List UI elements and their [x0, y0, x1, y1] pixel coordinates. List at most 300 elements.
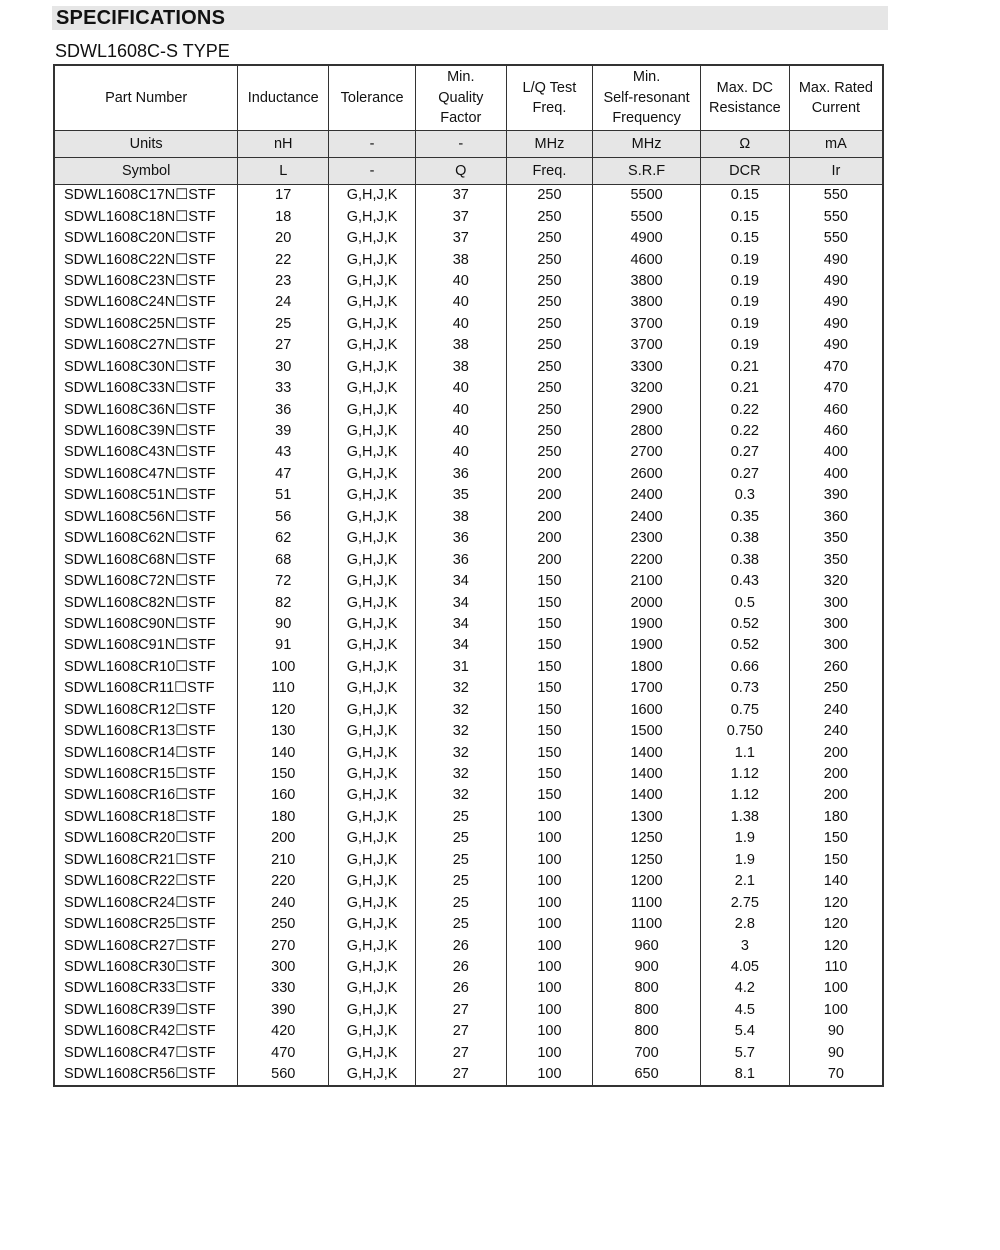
column-header-line: Min. [447, 69, 475, 86]
table-row [54, 935, 883, 956]
symbol-cell: DCR [700, 158, 789, 185]
column-header [506, 65, 593, 131]
part-number-cell: SDWL1608C56N☐STF [54, 507, 238, 528]
table-cell: 200 [789, 742, 883, 763]
table-row [54, 914, 883, 935]
table-cell: 130 [238, 721, 329, 742]
table-cell: 27 [415, 1043, 506, 1064]
table-row [54, 1064, 883, 1086]
table-cell: 150 [506, 614, 593, 635]
table-row [54, 764, 883, 785]
table-cell: 1.9 [700, 850, 789, 871]
table-cell: 250 [506, 357, 593, 378]
part-number-cell: SDWL1608C22N☐STF [54, 249, 238, 270]
table-cell: 0.19 [700, 292, 789, 313]
part-number-cell: SDWL1608CR22☐STF [54, 871, 238, 892]
table-cell: 250 [506, 421, 593, 442]
table-row [54, 228, 883, 249]
table-cell: 490 [789, 335, 883, 356]
table-cell: G,H,J,K [329, 421, 416, 442]
table-cell: 490 [789, 249, 883, 270]
table-cell: 0.19 [700, 271, 789, 292]
part-number-cell: SDWL1608CR47☐STF [54, 1043, 238, 1064]
table-cell: 1250 [593, 828, 701, 849]
table-cell: 490 [789, 271, 883, 292]
table-cell: G,H,J,K [329, 850, 416, 871]
table-cell: 470 [238, 1043, 329, 1064]
table-cell: 100 [506, 1000, 593, 1021]
table-row [54, 292, 883, 313]
table-cell: 120 [789, 914, 883, 935]
table-cell: 34 [415, 592, 506, 613]
table-cell: 2.1 [700, 871, 789, 892]
table-cell: 25 [238, 314, 329, 335]
table-cell: 90 [789, 1021, 883, 1042]
table-cell: 70 [789, 1064, 883, 1086]
symbol-cell: L [238, 158, 329, 185]
table-row [54, 421, 883, 442]
table-cell: 150 [506, 635, 593, 656]
table-cell: 8.1 [700, 1064, 789, 1086]
table-cell: 3700 [593, 335, 701, 356]
table-cell: 100 [506, 957, 593, 978]
table-row [54, 1021, 883, 1042]
table-cell: 2900 [593, 399, 701, 420]
table-cell: 200 [789, 764, 883, 785]
table-cell: 0.27 [700, 442, 789, 463]
part-number-cell: SDWL1608C27N☐STF [54, 335, 238, 356]
table-cell: 43 [238, 442, 329, 463]
table-cell: 90 [789, 1043, 883, 1064]
table-cell: G,H,J,K [329, 185, 416, 207]
part-number-cell: SDWL1608C82N☐STF [54, 592, 238, 613]
table-cell: 100 [506, 1064, 593, 1086]
table-cell: G,H,J,K [329, 935, 416, 956]
part-number-cell: SDWL1608CR15☐STF [54, 764, 238, 785]
table-cell: 40 [415, 271, 506, 292]
table-cell: 32 [415, 700, 506, 721]
table-cell: 260 [789, 657, 883, 678]
table-row [54, 657, 883, 678]
table-cell: 250 [506, 185, 593, 207]
table-cell: 100 [789, 978, 883, 999]
part-number-cell: SDWL1608C51N☐STF [54, 485, 238, 506]
table-cell: 0.43 [700, 571, 789, 592]
part-number-cell: SDWL1608CR20☐STF [54, 828, 238, 849]
part-number-cell: SDWL1608CR16☐STF [54, 785, 238, 806]
table-cell: 0.15 [700, 185, 789, 207]
part-number-cell: SDWL1608C91N☐STF [54, 635, 238, 656]
table-cell: 2200 [593, 549, 701, 570]
page-subtitle: SDWL1608C-S TYPE [55, 41, 230, 61]
table-cell: 0.73 [700, 678, 789, 699]
table-cell: 34 [415, 614, 506, 635]
part-number-cell: SDWL1608C18N☐STF [54, 206, 238, 227]
table-row [54, 249, 883, 270]
table-cell: G,H,J,K [329, 828, 416, 849]
table-cell: 3700 [593, 314, 701, 335]
table-cell: 150 [238, 764, 329, 785]
table-cell: 550 [789, 206, 883, 227]
table-cell: 26 [415, 978, 506, 999]
table-cell: 1900 [593, 635, 701, 656]
table-cell: G,H,J,K [329, 700, 416, 721]
unit-cell: mA [789, 131, 883, 158]
table-cell: 0.22 [700, 399, 789, 420]
table-cell: G,H,J,K [329, 785, 416, 806]
symbol-cell: - [329, 158, 416, 185]
table-cell: 490 [789, 314, 883, 335]
table-cell: 22 [238, 249, 329, 270]
table-cell: G,H,J,K [329, 614, 416, 635]
column-header-line: Resistance [708, 100, 781, 116]
part-number-cell: SDWL1608C33N☐STF [54, 378, 238, 399]
specifications-table [53, 64, 884, 1087]
table-cell: 25 [415, 914, 506, 935]
part-number-cell: SDWL1608C90N☐STF [54, 614, 238, 635]
table-cell: 27 [238, 335, 329, 356]
column-header-line: Current [811, 100, 861, 116]
part-number-cell: SDWL1608C36N☐STF [54, 399, 238, 420]
table-cell: 160 [238, 785, 329, 806]
table-cell: 250 [506, 335, 593, 356]
table-cell: 100 [506, 1043, 593, 1064]
table-cell: G,H,J,K [329, 571, 416, 592]
table-cell: 2400 [593, 507, 701, 528]
table-cell: 90 [238, 614, 329, 635]
table-cell: 250 [238, 914, 329, 935]
table-cell: 2.8 [700, 914, 789, 935]
column-header [54, 65, 238, 131]
table-row [54, 335, 883, 356]
table-cell: 330 [238, 978, 329, 999]
table-cell: 250 [506, 399, 593, 420]
part-number-cell: SDWL1608C24N☐STF [54, 292, 238, 313]
table-cell: 27 [415, 1021, 506, 1042]
table-cell: 420 [238, 1021, 329, 1042]
part-number-cell: SDWL1608CR42☐STF [54, 1021, 238, 1042]
column-header-row [54, 65, 883, 131]
column-header [329, 65, 416, 131]
table-cell: 800 [593, 978, 701, 999]
table-cell: 110 [789, 957, 883, 978]
table-cell: G,H,J,K [329, 592, 416, 613]
table-cell: 3800 [593, 292, 701, 313]
table-cell: G,H,J,K [329, 1000, 416, 1021]
part-number-cell: SDWL1608CR11☐STF [54, 678, 238, 699]
table-cell: 0.3 [700, 485, 789, 506]
table-cell: G,H,J,K [329, 335, 416, 356]
table-cell: 320 [789, 571, 883, 592]
table-row [54, 721, 883, 742]
table-cell: 0.75 [700, 700, 789, 721]
table-cell: 180 [238, 807, 329, 828]
table-cell: 0.5 [700, 592, 789, 613]
table-cell: 31 [415, 657, 506, 678]
table-cell: 800 [593, 1000, 701, 1021]
table-cell: 1100 [593, 892, 701, 913]
table-cell: 100 [506, 807, 593, 828]
table-cell: 240 [789, 721, 883, 742]
symbol-cell: Q [415, 158, 506, 185]
table-cell: 37 [415, 228, 506, 249]
table-cell: 40 [415, 292, 506, 313]
table-cell: 800 [593, 1021, 701, 1042]
table-cell: 1800 [593, 657, 701, 678]
table-cell: 0.15 [700, 206, 789, 227]
table-cell: 32 [415, 678, 506, 699]
table-cell: 2700 [593, 442, 701, 463]
part-number-cell: SDWL1608C17N☐STF [54, 185, 238, 207]
table-row [54, 464, 883, 485]
table-cell: 460 [789, 421, 883, 442]
table-cell: 1250 [593, 850, 701, 871]
table-cell: 200 [238, 828, 329, 849]
table-row [54, 785, 883, 806]
table-cell: G,H,J,K [329, 271, 416, 292]
table-cell: 250 [506, 249, 593, 270]
table-cell: 36 [238, 399, 329, 420]
table-body [54, 185, 883, 1087]
table-cell: 1200 [593, 871, 701, 892]
table-cell: 140 [238, 742, 329, 763]
table-cell: 0.66 [700, 657, 789, 678]
unit-cell: MHz [506, 131, 593, 158]
table-cell: 1.38 [700, 807, 789, 828]
table-cell: 27 [415, 1064, 506, 1086]
table-cell: 34 [415, 635, 506, 656]
table-cell: 650 [593, 1064, 701, 1086]
table-cell: 2300 [593, 528, 701, 549]
table-row [54, 399, 883, 420]
table-cell: G,H,J,K [329, 721, 416, 742]
table-cell: 1.12 [700, 785, 789, 806]
table-cell: 0.27 [700, 464, 789, 485]
table-cell: G,H,J,K [329, 228, 416, 249]
table-cell: 2600 [593, 464, 701, 485]
table-row [54, 507, 883, 528]
units-label: Units [54, 131, 238, 158]
symbol-cell: Freq. [506, 158, 593, 185]
table-cell: 470 [789, 357, 883, 378]
table-cell: G,H,J,K [329, 1043, 416, 1064]
table-cell: 120 [789, 892, 883, 913]
table-row [54, 828, 883, 849]
part-number-cell: SDWL1608CR12☐STF [54, 700, 238, 721]
table-cell: G,H,J,K [329, 442, 416, 463]
table-cell: 490 [789, 292, 883, 313]
table-cell: 38 [415, 335, 506, 356]
table-cell: 1400 [593, 785, 701, 806]
table-cell: 24 [238, 292, 329, 313]
table-cell: 32 [415, 785, 506, 806]
table-cell: 37 [415, 185, 506, 207]
table-cell: 300 [789, 635, 883, 656]
table-cell: 300 [789, 614, 883, 635]
table-cell: 0.19 [700, 314, 789, 335]
table-cell: 100 [506, 828, 593, 849]
table-cell: 0.21 [700, 357, 789, 378]
part-number-cell: SDWL1608CR27☐STF [54, 935, 238, 956]
table-cell: 1400 [593, 764, 701, 785]
table-row [54, 871, 883, 892]
column-header-line: Freq. [532, 100, 567, 116]
table-cell: G,H,J,K [329, 399, 416, 420]
table-cell: G,H,J,K [329, 807, 416, 828]
table-cell: 4600 [593, 249, 701, 270]
table-cell: 150 [789, 828, 883, 849]
table-cell: 38 [415, 249, 506, 270]
table-cell: G,H,J,K [329, 678, 416, 699]
table-cell: 40 [415, 442, 506, 463]
table-cell: 40 [415, 314, 506, 335]
part-number-cell: SDWL1608CR56☐STF [54, 1064, 238, 1086]
table-cell: G,H,J,K [329, 249, 416, 270]
table-cell: 40 [415, 421, 506, 442]
table-cell: 110 [238, 678, 329, 699]
table-cell: 250 [789, 678, 883, 699]
table-cell: 1600 [593, 700, 701, 721]
table-cell: 400 [789, 464, 883, 485]
part-number-cell: SDWL1608C47N☐STF [54, 464, 238, 485]
table-cell: 1.9 [700, 828, 789, 849]
part-number-cell: SDWL1608C62N☐STF [54, 528, 238, 549]
table-cell: G,H,J,K [329, 292, 416, 313]
table-cell: 700 [593, 1043, 701, 1064]
table-row [54, 378, 883, 399]
table-cell: 25 [415, 850, 506, 871]
table-cell: 26 [415, 935, 506, 956]
table-cell: 560 [238, 1064, 329, 1086]
table-cell: 0.52 [700, 614, 789, 635]
unit-cell: - [329, 131, 416, 158]
table-cell: 4.05 [700, 957, 789, 978]
table-cell: 150 [506, 571, 593, 592]
column-header-line: Max. Rated [798, 79, 873, 96]
column-header [593, 65, 701, 131]
table-cell: 36 [415, 464, 506, 485]
table-cell: 360 [789, 507, 883, 528]
table-row [54, 206, 883, 227]
page-title: SPECIFICATIONS [56, 7, 226, 29]
table-cell: G,H,J,K [329, 871, 416, 892]
column-header-line: Inductance [247, 89, 319, 106]
unit-cell: nH [238, 131, 329, 158]
column-header [415, 65, 506, 131]
table-cell: 250 [506, 442, 593, 463]
table-cell: 150 [506, 592, 593, 613]
table-row [54, 892, 883, 913]
column-header [789, 65, 883, 131]
table-row [54, 614, 883, 635]
unit-cell: Ω [700, 131, 789, 158]
table-cell: 3800 [593, 271, 701, 292]
table-cell: G,H,J,K [329, 464, 416, 485]
table-cell: G,H,J,K [329, 635, 416, 656]
table-cell: 1700 [593, 678, 701, 699]
table-cell: 250 [506, 271, 593, 292]
table-row [54, 592, 883, 613]
table-cell: 38 [415, 357, 506, 378]
table-cell: 1500 [593, 721, 701, 742]
part-number-cell: SDWL1608C43N☐STF [54, 442, 238, 463]
table-cell: 0.750 [700, 721, 789, 742]
table-cell: 250 [506, 206, 593, 227]
table-cell: 2100 [593, 571, 701, 592]
table-cell: 0.35 [700, 507, 789, 528]
part-number-cell: SDWL1608CR30☐STF [54, 957, 238, 978]
table-cell: 100 [506, 935, 593, 956]
unit-cell: - [415, 131, 506, 158]
table-cell: 40 [415, 378, 506, 399]
table-cell: 100 [506, 914, 593, 935]
part-number-cell: SDWL1608C72N☐STF [54, 571, 238, 592]
table-cell: 900 [593, 957, 701, 978]
table-cell: G,H,J,K [329, 507, 416, 528]
column-header-line: Min. [632, 69, 661, 86]
table-row [54, 742, 883, 763]
table-cell: 36 [415, 549, 506, 570]
table-cell: 250 [506, 314, 593, 335]
table-cell: 1400 [593, 742, 701, 763]
table-cell: G,H,J,K [329, 764, 416, 785]
table-cell: 250 [506, 292, 593, 313]
table-cell: 26 [415, 957, 506, 978]
table-cell: 0.19 [700, 335, 789, 356]
table-cell: 4900 [593, 228, 701, 249]
table-cell: 390 [238, 1000, 329, 1021]
table-row [54, 807, 883, 828]
table-cell: 32 [415, 721, 506, 742]
table-cell: 32 [415, 764, 506, 785]
table-cell: 240 [789, 700, 883, 721]
table-row [54, 271, 883, 292]
table-cell: 68 [238, 549, 329, 570]
table-cell: 3200 [593, 378, 701, 399]
table-cell: G,H,J,K [329, 314, 416, 335]
table-row [54, 571, 883, 592]
table-cell: 3300 [593, 357, 701, 378]
part-number-cell: SDWL1608CR14☐STF [54, 742, 238, 763]
table-cell: 72 [238, 571, 329, 592]
table-cell: G,H,J,K [329, 528, 416, 549]
table-cell: 550 [789, 185, 883, 207]
column-header-line: Tolerance [340, 89, 404, 106]
table-cell: 210 [238, 850, 329, 871]
table-cell: 82 [238, 592, 329, 613]
table-cell: 32 [415, 742, 506, 763]
table-row [54, 957, 883, 978]
table-cell: 1900 [593, 614, 701, 635]
table-cell: G,H,J,K [329, 378, 416, 399]
table-cell: 17 [238, 185, 329, 207]
table-cell: 25 [415, 871, 506, 892]
table-cell: 1.12 [700, 764, 789, 785]
table-cell: 140 [789, 871, 883, 892]
table-row [54, 485, 883, 506]
table-cell: 0.19 [700, 249, 789, 270]
table-cell: 150 [506, 721, 593, 742]
table-row [54, 357, 883, 378]
table-row [54, 1000, 883, 1021]
table-cell: 250 [506, 228, 593, 249]
part-number-cell: SDWL1608C30N☐STF [54, 357, 238, 378]
part-number-cell: SDWL1608CR18☐STF [54, 807, 238, 828]
part-number-cell: SDWL1608CR33☐STF [54, 978, 238, 999]
table-cell: 4.2 [700, 978, 789, 999]
table-cell: 300 [789, 592, 883, 613]
table-row [54, 700, 883, 721]
